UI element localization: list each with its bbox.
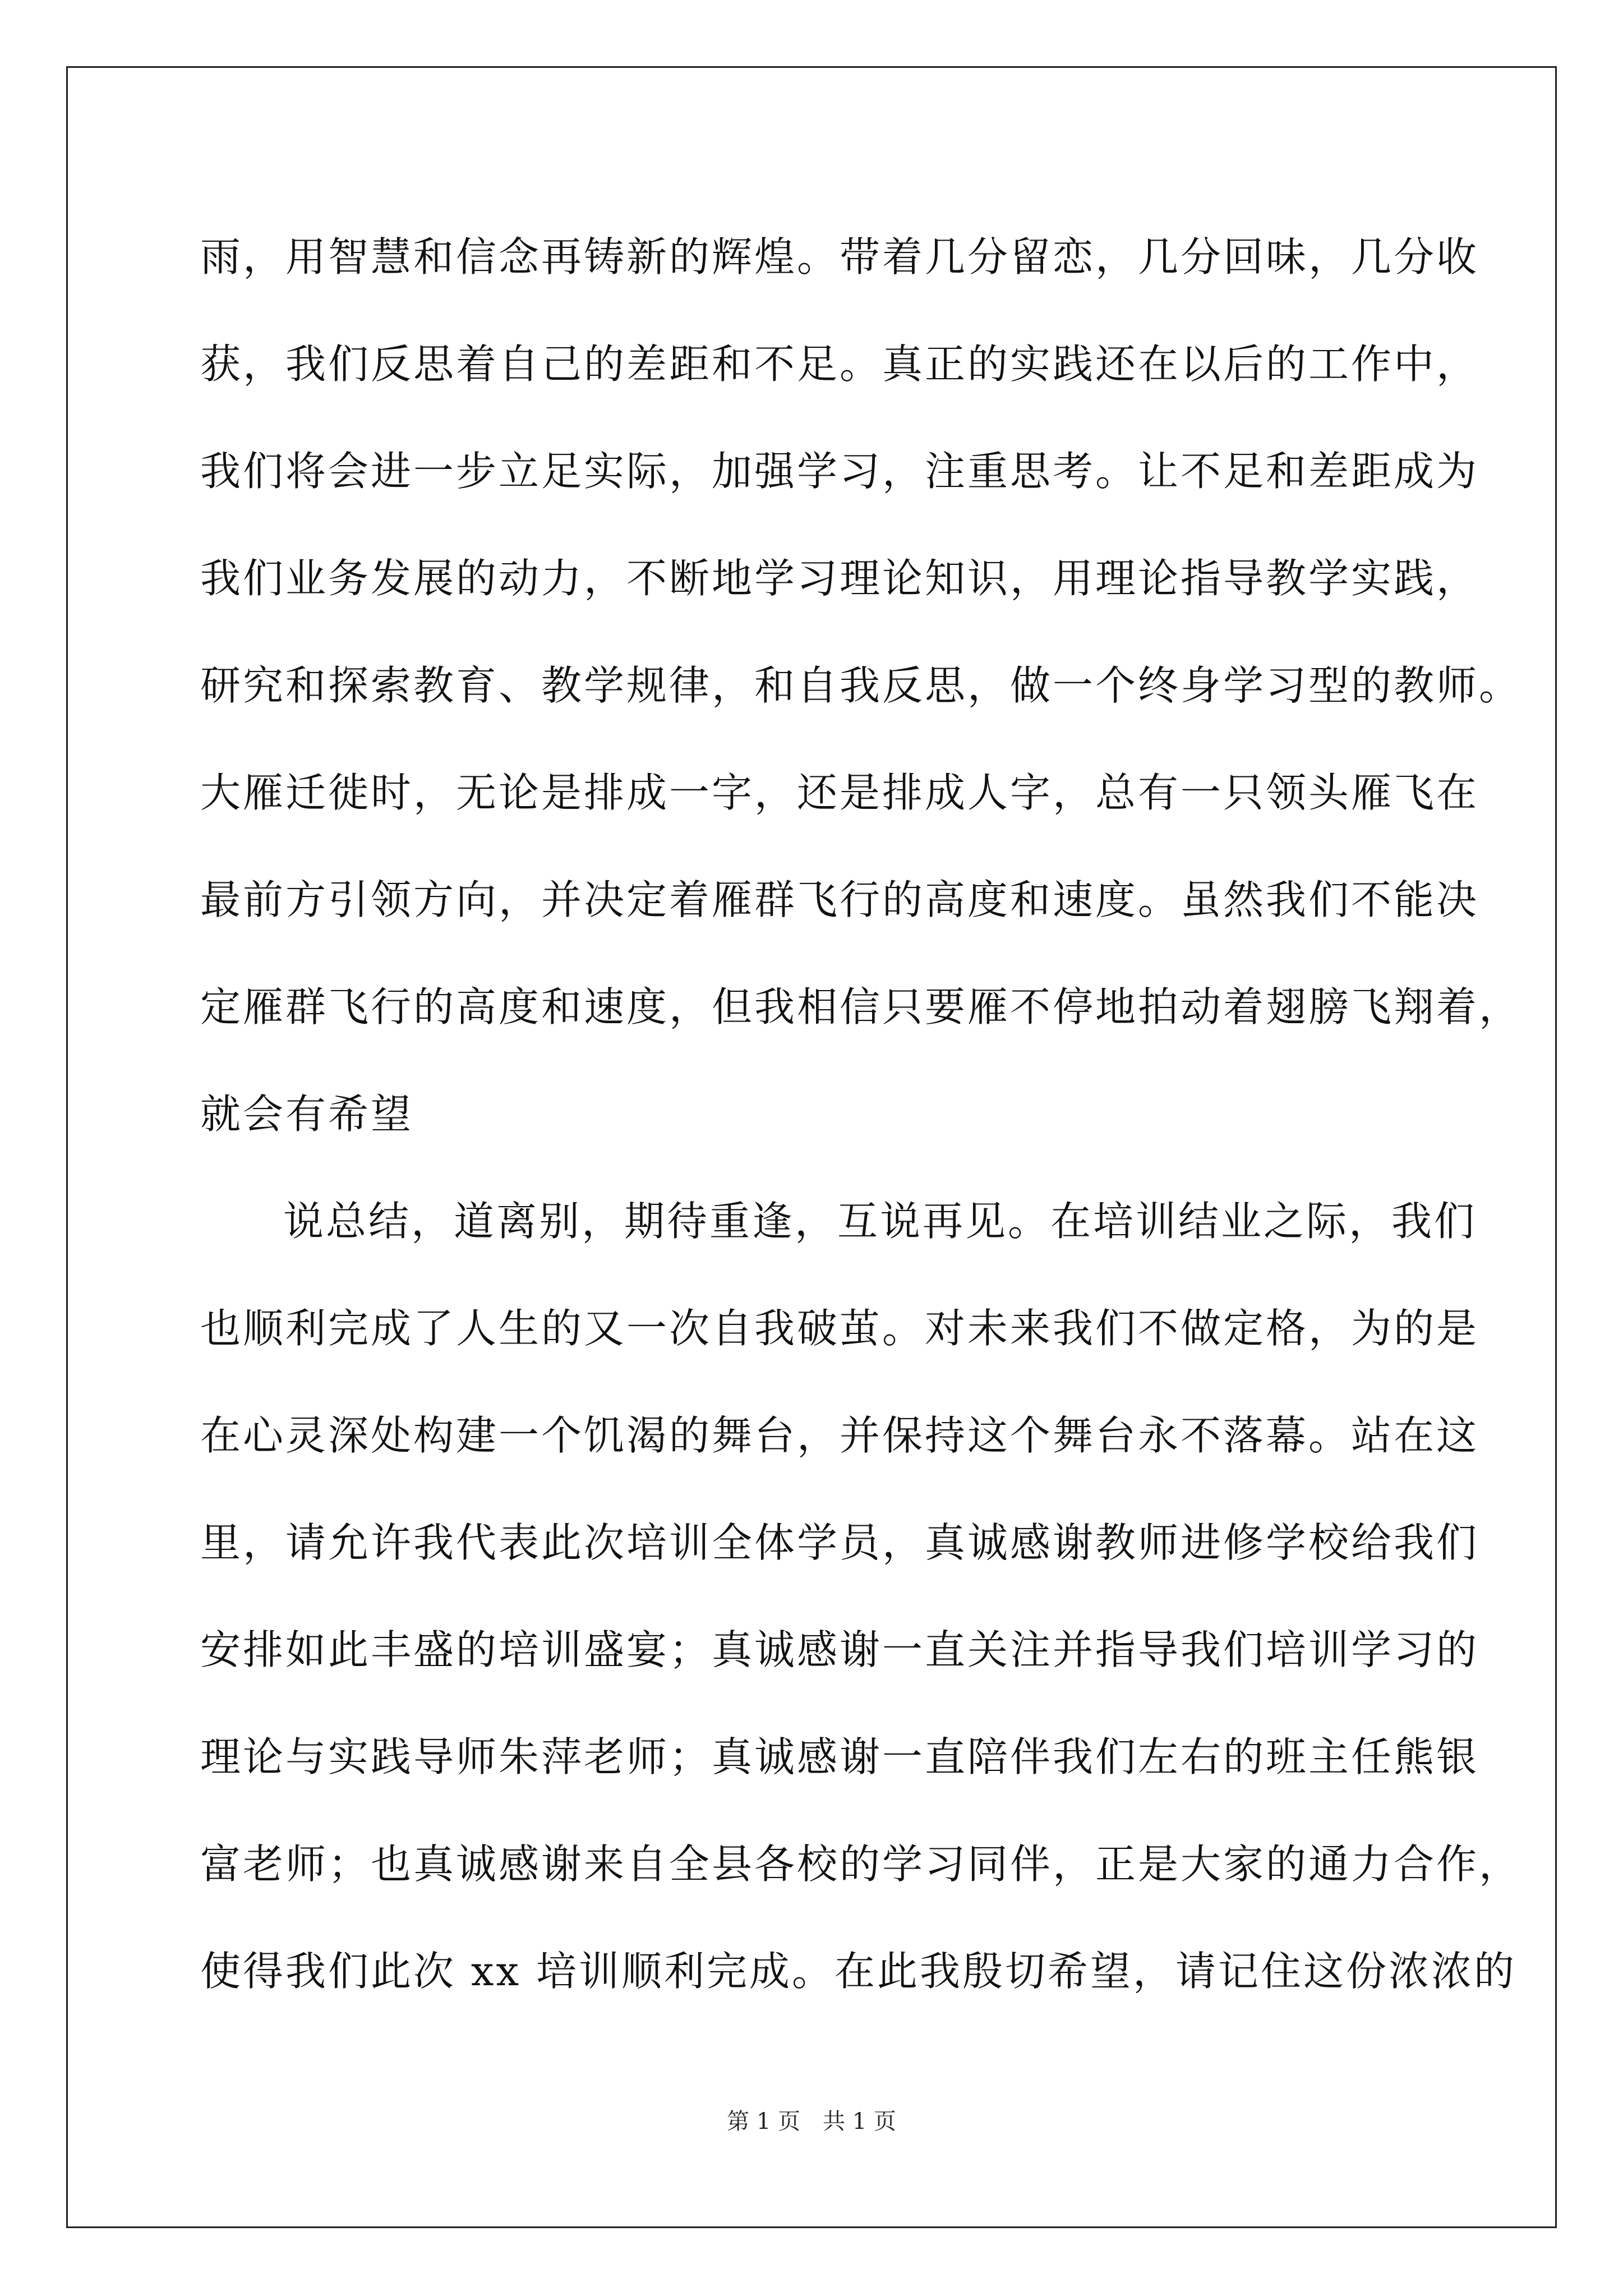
text-line: 也顺利完成了人生的又一次自我破茧。对未来我们不做定格，为的是 (200, 1305, 1479, 1352)
text-line: 理论与实践导师朱萍老师；真诚感谢一直陪伴我们左右的班主任熊银 (200, 1733, 1479, 1780)
text-line: 我们业务发展的动力，不断地学习理论知识，用理论指导教学实践， (200, 555, 1479, 602)
paragraph-first-line: 说总结，道离别，期待重逢，互说再见。在培训结业之际，我们 (283, 1198, 1477, 1245)
text-line: 在心灵深处构建一个饥渴的舞台，并保持这个舞台永不落幕。站在这 (200, 1412, 1479, 1459)
text-line: 就会有希望 (200, 1091, 414, 1138)
text-line: 雨，用智慧和信念再铸新的辉煌。带着几分留恋，几分回味，几分收 (200, 233, 1479, 280)
text-line: 富老师；也真诚感谢来自全县各校的学习同伴，正是大家的通力合作， (200, 1841, 1522, 1888)
text-line: 里，请允许我代表此次培训全体学员，真诚感谢教师进修学校给我们 (200, 1519, 1479, 1566)
page-number-footer: 第 1 页 共 1 页 (727, 2109, 896, 2134)
text-line: 定雁群飞行的高度和速度，但我相信只要雁不停地拍动着翅膀飞翔着， (200, 983, 1522, 1030)
text-line: 最前方引领方向，并决定着雁群飞行的高度和速度。虽然我们不能决 (200, 876, 1479, 923)
text-line: 获，我们反思着自己的差距和不足。真正的实践还在以后的工作中， (200, 341, 1479, 388)
text-line: 研究和探索教育、教学规律，和自我反思，做一个终身学习型的教师。 (200, 662, 1522, 709)
text-line: 我们将会进一步立足实际，加强学习，注重思考。让不足和差距成为 (200, 448, 1479, 495)
text-line: 安排如此丰盛的培训盛宴；真诚感谢一直关注并指导我们培训学习的 (200, 1626, 1479, 1673)
text-line: 使得我们此次 xx 培训顺利完成。在此我殷切希望，请记住这份浓浓的 (200, 1948, 1516, 1995)
text-line: 大雁迁徙时，无论是排成一字，还是排成人字，总有一只领头雁飞在 (200, 769, 1479, 816)
